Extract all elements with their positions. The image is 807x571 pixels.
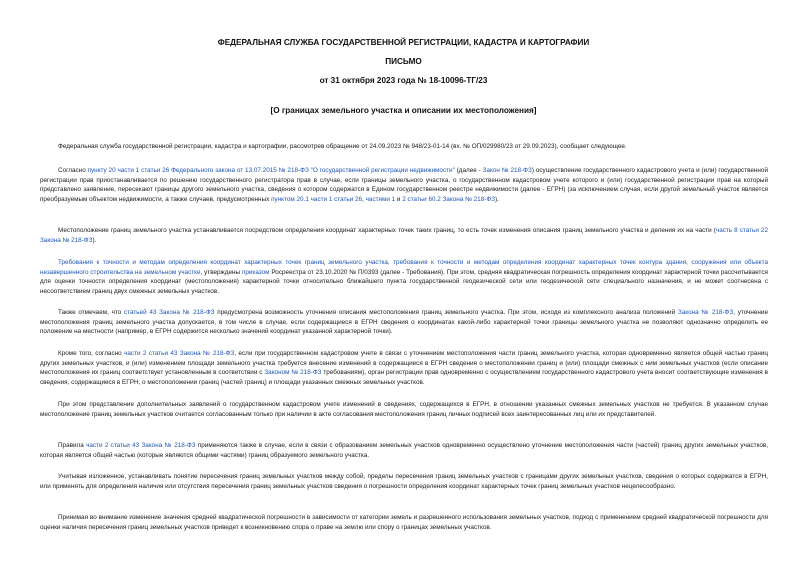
paragraph-text: Принимая во внимание изменение значения средней квадратической погрешности в зависимости от категории земель и разрешенного использования земельных участков, подход с применением средней квадратической погрешности для оценки наличия пересечения границ земельных участков приведет к возникновению спора о праве на землю или спору о границах земельных участков.: [40, 514, 768, 531]
paragraph-text: Правила: [58, 442, 87, 449]
paragraph-text: Местоположение границ земельного участка устанавливается посредством определения координат характерных точек таких границ, то есть точек изменения описания границ земельного участка и деления их на части (: [58, 227, 716, 234]
paragraph-text: , утверждены: [200, 268, 242, 276]
paragraph-text: (далее -: [454, 167, 483, 174]
paragraph: [40, 166, 768, 204]
paragraph-text: ,: [362, 195, 366, 203]
paragraph: [40, 472, 768, 491]
paragraph-text: Росреестра от 23.10.2020 № П/0393 (далее - Требования). При этом, средняя квадратическая погрешность определения координат характерной точки рассчитывается для оценки точности определения координат (местоположения) характерной точки относительно ближайшего пункта государственной геодезической сети или геодезической сети специального назначения, и не может соотнесена с несоответствием границ двух смежных земельных участков.: [40, 268, 768, 295]
legal-reference-link[interactable]: части 2 статьи 43 Закона № 218-ФЗ: [124, 350, 235, 357]
paragraph-text: Кроме того, согласно: [58, 350, 125, 357]
paragraph: [40, 226, 768, 245]
legal-reference-link[interactable]: частями 1: [365, 195, 396, 203]
document-type: ПИСЬМО: [385, 57, 422, 66]
paragraph-text: Учитывая изложенное, устанавливать понятие пересечения границ земельных участков между собой, пределы пересечения границ земельных участков с границами других земельных участков, сведения о которых содержатся в ЕГРН, или применять для определения наличия или отсутствия пересечения границ земельных участков сведения о погрешности определения координат характерных точек границ земельных участков нецелесообразно.: [40, 473, 768, 490]
paragraph-text: требованиям), орган регистрации прав одновременно с осуществлением государственного кадастрового учета вносит соответствующие изменения в сведения, содержащиеся в ЕГРН, о местоположении границ (частей границ) и площади указанных смежных земельных участков.: [40, 369, 768, 386]
paragraph-text: , уточнение местоположения границ земельного участка допускается, в том числе в случае, если содержащиеся в ЕГРН сведения о координатах какой-либо характерной точки границы земельного участка не позволяют однозначно определить ее положение на местности (например, в ЕГРН содержится несколько значений координат указанной характерной точки).: [40, 309, 768, 336]
paragraph-text: ) осуществление государственного кадастрового учета и (или) государственной регистрации прав приостанавливается по решению государственного регистратора прав в случае, если границы земельного участка, о государственном кадастровом учете которого и (или) государственной регистрации прав на который представлено заявление, пересекают границы другого земельного участка, сведения о котором содержатся в Едином государственном реестре недвижимости (далее - ЕГРН) (за исключением случая, если другой земельный участок является преобразуемым объектом недвижимости, а также случаев, предусмотренных: [40, 167, 769, 203]
legal-reference-link[interactable]: Закон № 218-ФЗ: [482, 167, 532, 174]
paragraph-text: предусмотрена возможность уточнения описания местоположения границ земельного участка. При этом, исходя из комплексного анализа положений: [214, 309, 678, 316]
legal-reference-link[interactable]: Требования к точности и методам определения координат характерных точек границ земельного участка, требования к точности и методам определения координат характерных точек контура здания, сооружения или объекта незавершенного строительства на земельном участке: [40, 259, 768, 276]
agency-title: ФЕДЕРАЛЬНАЯ СЛУЖБА ГОСУДАРСТВЕННОЙ РЕГИСТРАЦИИ, КАДАСТРА И КАРТОГРАФИИ: [217, 38, 590, 47]
legal-reference-link[interactable]: 2 статьи 60.2 Закона № 218-ФЗ: [402, 195, 496, 203]
paragraph-text: При этом представление дополнительных заявлений о государственном кадастровом учете изменений в сведениях, содержащихся в ЕГРН, в отношении указанных смежных земельных участков не требуется. В указанном случае местоположение границ земельных участков считается согласованным только при наличии в акте согласования местоположения границ личных подписей всех заинтересованных лиц или их представителей.: [40, 401, 768, 418]
paragraph-text: применяются также в случае, если в связи с образованием земельных участков одновременно осуществлено уточнение местоположения части (частей) границ других земельных участков, которая является общей частью (которые являются общими частями) границ образуемого земельного участка.: [40, 442, 769, 459]
legal-reference-link[interactable]: пунктом 20.1 части 1 статьи 26: [271, 195, 363, 203]
paragraph-text: ).: [92, 236, 97, 244]
paragraph-text: , если при государственном кадастровом учете в связи с уточнением местоположения части границ земельного участка, которая одновременно является общей частью границ других земельных участков, и (или) изменением площади земельного участка требуется внесение изменений в содержащиеся в ЕГРН сведения о местоположении границ и (или) площади смежных с ним земельных участков (если описание местоположения их границ соответствует установленным в соответствии с: [40, 350, 768, 377]
paragraph-text: Федеральная служба государственной регистрации, кадастра и картографии, рассмотрев обращение от 24.09.2023 № 948/23-01-14 (вх. № ОП/029980/23 от 29.09.2023), сообщает следующее.: [58, 143, 627, 150]
paragraph: [40, 308, 768, 337]
legal-reference-link[interactable]: пункту 20 части 1 статьи 26 Федерального закона от 13.07.2015 № 218-ФЗ "О государственной регистрации недвижимости": [87, 167, 455, 174]
paragraph: [40, 513, 768, 532]
legal-reference-link[interactable]: Законом № 218-ФЗ: [264, 369, 322, 377]
paragraph: [40, 441, 768, 460]
paragraph-text: и: [395, 195, 403, 203]
paragraph-text: Согласно: [58, 167, 88, 174]
legal-reference-link[interactable]: части 2 статьи 43 Закона № 218-ФЗ: [86, 442, 196, 449]
paragraph: [40, 142, 768, 152]
legal-reference-link[interactable]: Закона № 218-ФЗ: [677, 309, 734, 316]
paragraph-text: Также отмечаем, что: [58, 309, 124, 316]
document-subject: [О границах земельного участка и описании их местоположения]: [270, 106, 537, 115]
document-date-number: от 31 октября 2023 года № 18-10096-ТГ/23: [319, 76, 488, 85]
paragraph: [40, 400, 768, 419]
paragraph: [40, 258, 768, 296]
legal-reference-link[interactable]: приказом: [241, 268, 270, 276]
legal-reference-link[interactable]: статьей 43 Закона № 218-ФЗ: [123, 309, 215, 316]
paragraph: [40, 349, 768, 387]
paragraph-text: ).: [495, 195, 499, 203]
legal-reference-link[interactable]: часть 8 статьи 22 Закона № 218-ФЗ: [40, 227, 768, 244]
